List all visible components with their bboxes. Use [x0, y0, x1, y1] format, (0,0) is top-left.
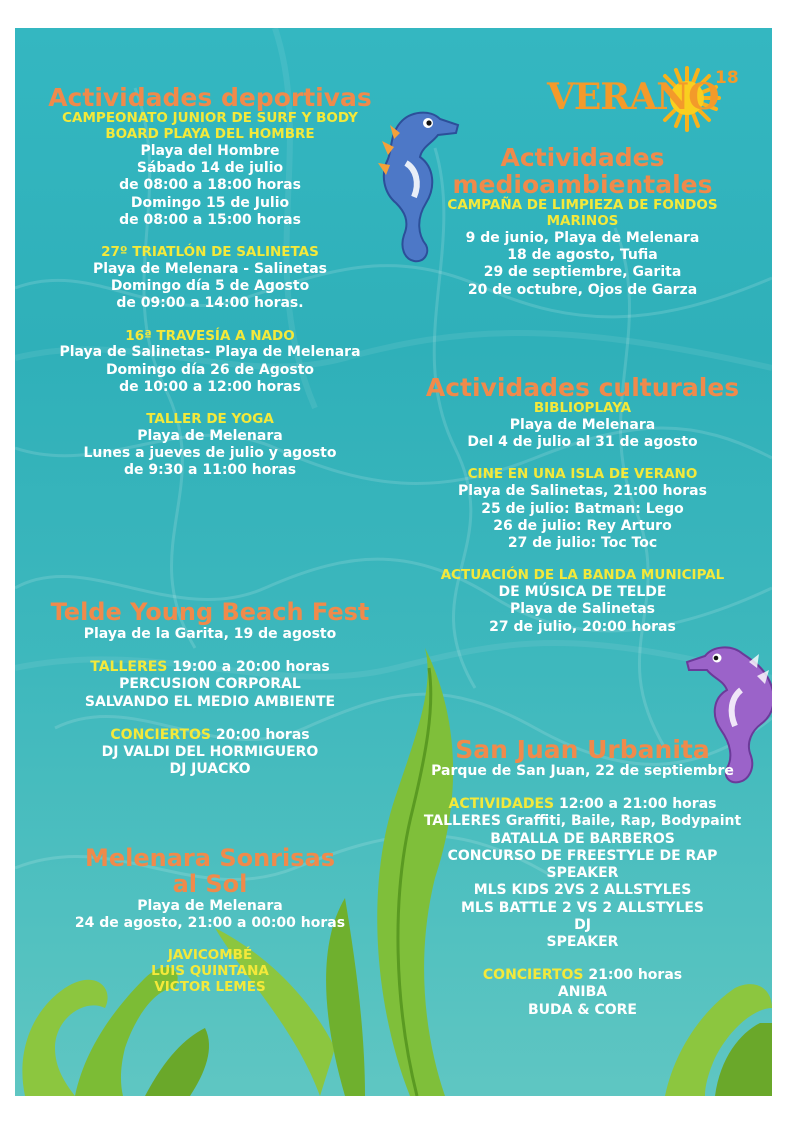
left-column-sonrisas [30, 846, 390, 996]
event-surf-line: Domingo 15 de Julio [130, 194, 290, 211]
env-line: 18 de agosto, Tufia [507, 247, 658, 264]
fest-talleres-line: PERCUSION CORPORAL [119, 676, 301, 693]
fest-conciertos-time: 20:00 horas [215, 726, 310, 743]
fest-talleres-row [30, 659, 390, 676]
sanjuan-place: Parque de San Juan, 22 de septiembre [431, 763, 734, 779]
event-yoga-line: de 9:30 a 11:00 horas [123, 462, 297, 479]
env-event-line1: CAMPAÑA DE LIMPIEZA DE FONDOS [447, 197, 718, 213]
env-event-line2: MARINOS [546, 212, 619, 229]
fest-title: Telde Young Beach Fest [50, 598, 370, 626]
event-cine-title: CINE EN UNA ISLA DE VERANO [467, 466, 698, 483]
sonrisas-title-line1: Melenara Sonrisas [84, 844, 336, 872]
event-swim-title: 16ª TRAVESÍA A NADO [125, 327, 295, 344]
event-surf-title: CAMPEONATO JUNIOR DE SURF Y BODY BOARD PLAYA DEL HOMBRE [62, 110, 358, 142]
event-swim-line: de 10:00 a 12:00 horas [119, 378, 301, 395]
sanjuan-activities-time: 12:00 a 21:00 horas [559, 796, 717, 813]
event-swim-line: Domingo día 26 de Agosto [105, 361, 315, 378]
env-title-line2: medioambientales [452, 170, 713, 199]
event-banda-line: DE MÚSICA DE TELDE [498, 584, 667, 601]
event-triathlon-title: 27º TRIATLÓN DE SALINETAS [101, 243, 319, 260]
fest-talleres-label: TALLERES [90, 659, 168, 676]
sanjuan-activity: SPEAKER [546, 933, 619, 950]
event-yoga-line: Lunes a jueves de julio y agosto [83, 445, 337, 462]
event-biblioplaya-line: Playa de Melenara [509, 416, 656, 433]
event-biblioplaya-line: Del 4 de julio al 31 de agosto [467, 434, 698, 451]
env-line: 20 de octubre, Ojos de Garza [467, 281, 698, 298]
sanjuan-activities-label: ACTIVIDADES [448, 796, 555, 813]
event-banda-line: 27 de julio, 20:00 horas [489, 618, 676, 635]
sonrisas-artist: LUIS QUINTANA [151, 963, 269, 980]
fest-conciertos-line: DJ JUACKO [169, 761, 251, 778]
logo-year-text: 18 [715, 68, 739, 88]
event-triathlon-line: de 09:00 a 14:00 horas. [116, 295, 304, 312]
event-yoga-line: Playa de Melenara [137, 428, 283, 445]
logo-verano-text: VERANO [547, 76, 719, 118]
sanjuan-activity: DJ [574, 916, 591, 933]
right-column-cultural [405, 374, 760, 636]
env-line: 9 de junio, Playa de Melenara [465, 229, 700, 246]
env-title-line1: Actividades [500, 143, 665, 172]
event-banda-title: ACTUACIÓN DE LA BANDA MUNICIPAL [440, 567, 725, 584]
fest-talleres-line: SALVANDO EL MEDIO AMBIENTE [84, 693, 336, 710]
event-cine-line: 26 de julio: Rey Arturo [493, 517, 672, 534]
cultural-title: Actividades culturales [425, 373, 740, 402]
env-line: 29 de septiembre, Garita [483, 264, 682, 281]
sonrisas-line: 24 de agosto, 21:00 a 00:00 horas [74, 915, 346, 932]
sanjuan-activity: TALLERES Graffiti, Baile, Rap, Bodypaint [423, 813, 742, 830]
sanjuan-conciertos-time: 21:00 horas [588, 967, 683, 984]
fest-talleres-time: 19:00 a 20:00 horas [172, 659, 330, 676]
sports-title: Actividades deportivas [48, 83, 372, 112]
event-triathlon-line: Domingo día 5 de Agosto [110, 278, 310, 295]
sanjuan-concert: ANIBA [557, 984, 608, 1001]
event-triathlon-line: Playa de Melenara - Salinetas [92, 260, 328, 277]
sanjuan-conciertos-label: CONCIERTOS [482, 967, 584, 984]
sanjuan-activity: MLS BATTLE 2 VS 2 ALLSTYLES [460, 899, 705, 916]
event-surf-line: de 08:00 a 18:00 horas [119, 177, 301, 194]
sonrisas-artist: JAVICOMBÉ [167, 947, 253, 964]
sanjuan-activities-row [405, 796, 760, 813]
sanjuan-activity: BATALLA DE BARBEROS [490, 830, 675, 847]
sanjuan-title: San Juan Urbanita [455, 735, 710, 764]
poster [15, 28, 772, 1096]
sanjuan-activity: MLS KIDS 2VS 2 ALLSTYLES [473, 882, 692, 899]
verano-logo [547, 48, 747, 148]
fest-conciertos-label: CONCIERTOS [110, 726, 212, 743]
event-surf-line: Playa del Hombre [140, 142, 280, 159]
event-swim-line: Playa de Salinetas- Playa de Melenara [59, 344, 361, 361]
sanjuan-concert: BUDA & CORE [528, 1001, 637, 1018]
sonrisas-artist: VICTOR LEMES [154, 979, 266, 996]
fest-place: Playa de la Garita, 19 de agosto [83, 625, 337, 642]
event-cine-line: 27 de julio: Toc Toc [507, 534, 658, 551]
sonrisas-line: Playa de Melenara [137, 897, 283, 914]
event-cine-line: 25 de julio: Batman: Lego [481, 500, 684, 517]
event-cine-line: Playa de Salinetas, 21:00 horas [458, 483, 707, 500]
left-column-fest [30, 600, 390, 778]
fest-conciertos-line: DJ VALDI DEL HORMIGUERO [101, 744, 319, 760]
fest-conciertos-row [30, 727, 390, 744]
event-banda-line: Playa de Salinetas [510, 601, 655, 618]
event-surf-line: Sábado 14 de julio [136, 160, 284, 177]
right-column-sanjuan [405, 736, 760, 1019]
event-biblioplaya-title: BIBLIOPLAYA [533, 400, 632, 416]
event-surf-line: de 08:00 a 15:00 horas [119, 211, 301, 228]
right-column-env [405, 144, 760, 299]
sonrisas-title-line2: al Sol [172, 869, 248, 898]
sanjuan-activity: CONCURSO DE FREESTYLE DE RAP [447, 847, 718, 864]
left-column [30, 84, 390, 480]
sanjuan-conciertos-row [405, 967, 760, 984]
sanjuan-activity: SPEAKER [546, 865, 619, 882]
event-yoga-title: TALLER DE YOGA [146, 411, 274, 428]
